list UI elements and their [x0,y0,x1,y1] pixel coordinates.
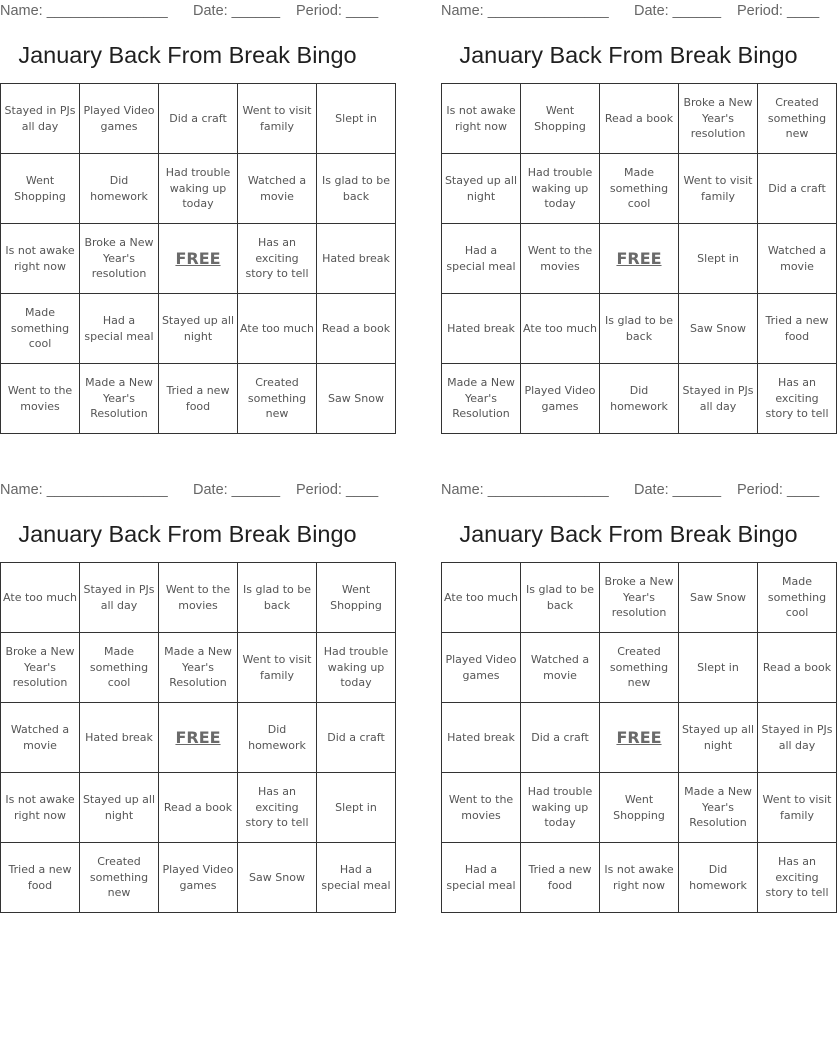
bingo-cell: Did a craft [317,703,396,773]
student-info-header [0,482,380,498]
bingo-cell: Went Shopping [600,773,679,843]
bingo-cell: Stayed in PJs all day [1,84,80,154]
bingo-card-1 [0,0,391,440]
student-info-header [441,482,821,498]
bingo-cell: Stayed up all night [442,154,521,224]
bingo-cell: Made a New Year's Resolution [679,773,758,843]
bingo-cell: Went to visit family [238,633,317,703]
card-title: January Back From Break Bingo [18,42,357,68]
bingo-grid [0,562,396,913]
name-field: Name: _______________ [441,3,609,19]
bingo-cell: Did homework [679,843,758,913]
bingo-cell: Is glad to be back [317,154,396,224]
bingo-cell: Stayed up all night [159,294,238,364]
bingo-cell: Has an exciting story to tell [758,364,837,434]
grid-row [1,154,396,224]
bingo-cell: Did homework [80,154,159,224]
bingo-cell: Did homework [238,703,317,773]
bingo-cell: Played Video games [80,84,159,154]
bingo-cell: Went Shopping [317,563,396,633]
grid-row [442,633,837,703]
name-field: Name: _______________ [0,3,168,19]
bingo-cell: Played Video games [442,633,521,703]
bingo-cell: Went to the movies [159,563,238,633]
bingo-cell: Did a craft [521,703,600,773]
bingo-cell: Watched a movie [758,224,837,294]
bingo-cell: Made a New Year's Resolution [80,364,159,434]
bingo-cell: Went to the movies [442,773,521,843]
bingo-cell: Made something cool [1,294,80,364]
bingo-cell: Ate too much [1,563,80,633]
bingo-cell: Tried a new food [521,843,600,913]
bingo-cell: Went to the movies [521,224,600,294]
period-field: Period: ____ [737,3,820,19]
grid-row [1,563,396,633]
student-info-header [441,3,821,19]
grid-row [442,224,837,294]
date-field: Date: ______ [634,482,722,498]
grid-row [442,703,837,773]
card-title: January Back From Break Bingo [459,42,798,68]
bingo-cell: Created something new [80,843,159,913]
bingo-cell: Is not awake right now [600,843,679,913]
bingo-cell: Created something new [238,364,317,434]
bingo-cell: Had trouble waking up today [159,154,238,224]
grid-row [1,364,396,434]
bingo-cell: Made a New Year's Resolution [159,633,238,703]
grid-row [1,773,396,843]
bingo-cell: Played Video games [159,843,238,913]
grid-row [442,364,837,434]
bingo-cell: Stayed in PJs all day [758,703,837,773]
bingo-cell: Hated break [442,294,521,364]
bingo-cell: Saw Snow [679,294,758,364]
bingo-cell: Has an exciting story to tell [238,224,317,294]
bingo-cell: Made something cool [80,633,159,703]
bingo-cell: Is not awake right now [1,224,80,294]
free-space-cell: FREE [159,224,238,294]
bingo-grid [441,83,837,434]
bingo-cell: Hated break [80,703,159,773]
grid-row [442,84,837,154]
bingo-cell: Stayed up all night [80,773,159,843]
bingo-cell: Broke a New Year's resolution [679,84,758,154]
bingo-cell: Stayed in PJs all day [679,364,758,434]
bingo-cell: Is glad to be back [238,563,317,633]
student-info-header [0,3,380,19]
bingo-cell: Slept in [679,224,758,294]
bingo-cell: Went to the movies [1,364,80,434]
bingo-cell: Had a special meal [80,294,159,364]
bingo-cell: Played Video games [521,364,600,434]
grid-row [442,294,837,364]
bingo-cell: Ate too much [442,563,521,633]
bingo-cell: Read a book [317,294,396,364]
grid-row [1,703,396,773]
bingo-cell: Went to visit family [679,154,758,224]
bingo-card-4 [441,479,833,919]
bingo-grid [441,562,837,913]
bingo-cell: Is glad to be back [521,563,600,633]
card-title: January Back From Break Bingo [18,521,357,547]
bingo-cell: Hated break [317,224,396,294]
bingo-cell: Made something cool [758,563,837,633]
grid-row [1,843,396,913]
bingo-cell: Made something cool [600,154,679,224]
grid-row [442,154,837,224]
bingo-cell: Read a book [758,633,837,703]
bingo-cell: Did homework [600,364,679,434]
bingo-cell: Watched a movie [521,633,600,703]
bingo-cell: Slept in [317,84,396,154]
bingo-cell: Saw Snow [238,843,317,913]
grid-row [1,294,396,364]
card-title: January Back From Break Bingo [459,521,798,547]
bingo-cell: Went Shopping [521,84,600,154]
bingo-cell: Created something new [600,633,679,703]
bingo-cell: Had a special meal [442,843,521,913]
bingo-cell: Did a craft [159,84,238,154]
grid-row [1,224,396,294]
bingo-cell: Tried a new food [1,843,80,913]
bingo-cell: Is not awake right now [1,773,80,843]
grid-row [442,773,837,843]
bingo-cell: Had a special meal [442,224,521,294]
date-field: Date: ______ [193,3,281,19]
bingo-cell: Stayed in PJs all day [80,563,159,633]
grid-row [442,563,837,633]
bingo-cell: Is glad to be back [600,294,679,364]
bingo-cell: Watched a movie [1,703,80,773]
period-field: Period: ____ [296,3,379,19]
bingo-cell: Slept in [679,633,758,703]
period-field: Period: ____ [737,482,820,498]
bingo-cell: Had trouble waking up today [521,773,600,843]
free-space-cell: FREE [600,703,679,773]
grid-row [1,633,396,703]
bingo-cell: Broke a New Year's resolution [600,563,679,633]
bingo-cell: Tried a new food [159,364,238,434]
bingo-cell: Stayed up all night [679,703,758,773]
bingo-cell: Slept in [317,773,396,843]
bingo-cell: Saw Snow [317,364,396,434]
bingo-cell: Ate too much [521,294,600,364]
bingo-card-2 [441,0,829,440]
name-field: Name: _______________ [441,482,609,498]
bingo-cell: Had a special meal [317,843,396,913]
free-space-cell: FREE [600,224,679,294]
bingo-cell: Saw Snow [679,563,758,633]
bingo-cell: Had trouble waking up today [521,154,600,224]
bingo-cell: Has an exciting story to tell [238,773,317,843]
date-field: Date: ______ [634,3,722,19]
bingo-cell: Broke a New Year's resolution [1,633,80,703]
bingo-card-3 [0,479,391,919]
period-field: Period: ____ [296,482,379,498]
bingo-grid [0,83,396,434]
bingo-cell: Tried a new food [758,294,837,364]
bingo-cell: Went to visit family [758,773,837,843]
bingo-cell: Went to visit family [238,84,317,154]
bingo-cell: Has an exciting story to tell [758,843,837,913]
bingo-cell: Broke a New Year's resolution [80,224,159,294]
date-field: Date: ______ [193,482,281,498]
bingo-cell: Watched a movie [238,154,317,224]
bingo-cell: Did a craft [758,154,837,224]
free-space-cell: FREE [159,703,238,773]
bingo-cell: Made a New Year's Resolution [442,364,521,434]
name-field: Name: _______________ [0,482,168,498]
bingo-cell: Hated break [442,703,521,773]
bingo-cell: Had trouble waking up today [317,633,396,703]
bingo-cell: Read a book [600,84,679,154]
bingo-cell: Read a book [159,773,238,843]
grid-row [442,843,837,913]
bingo-cell: Is not awake right now [442,84,521,154]
bingo-cell: Created something new [758,84,837,154]
bingo-cell: Ate too much [238,294,317,364]
bingo-cell: Went Shopping [1,154,80,224]
grid-row [1,84,396,154]
